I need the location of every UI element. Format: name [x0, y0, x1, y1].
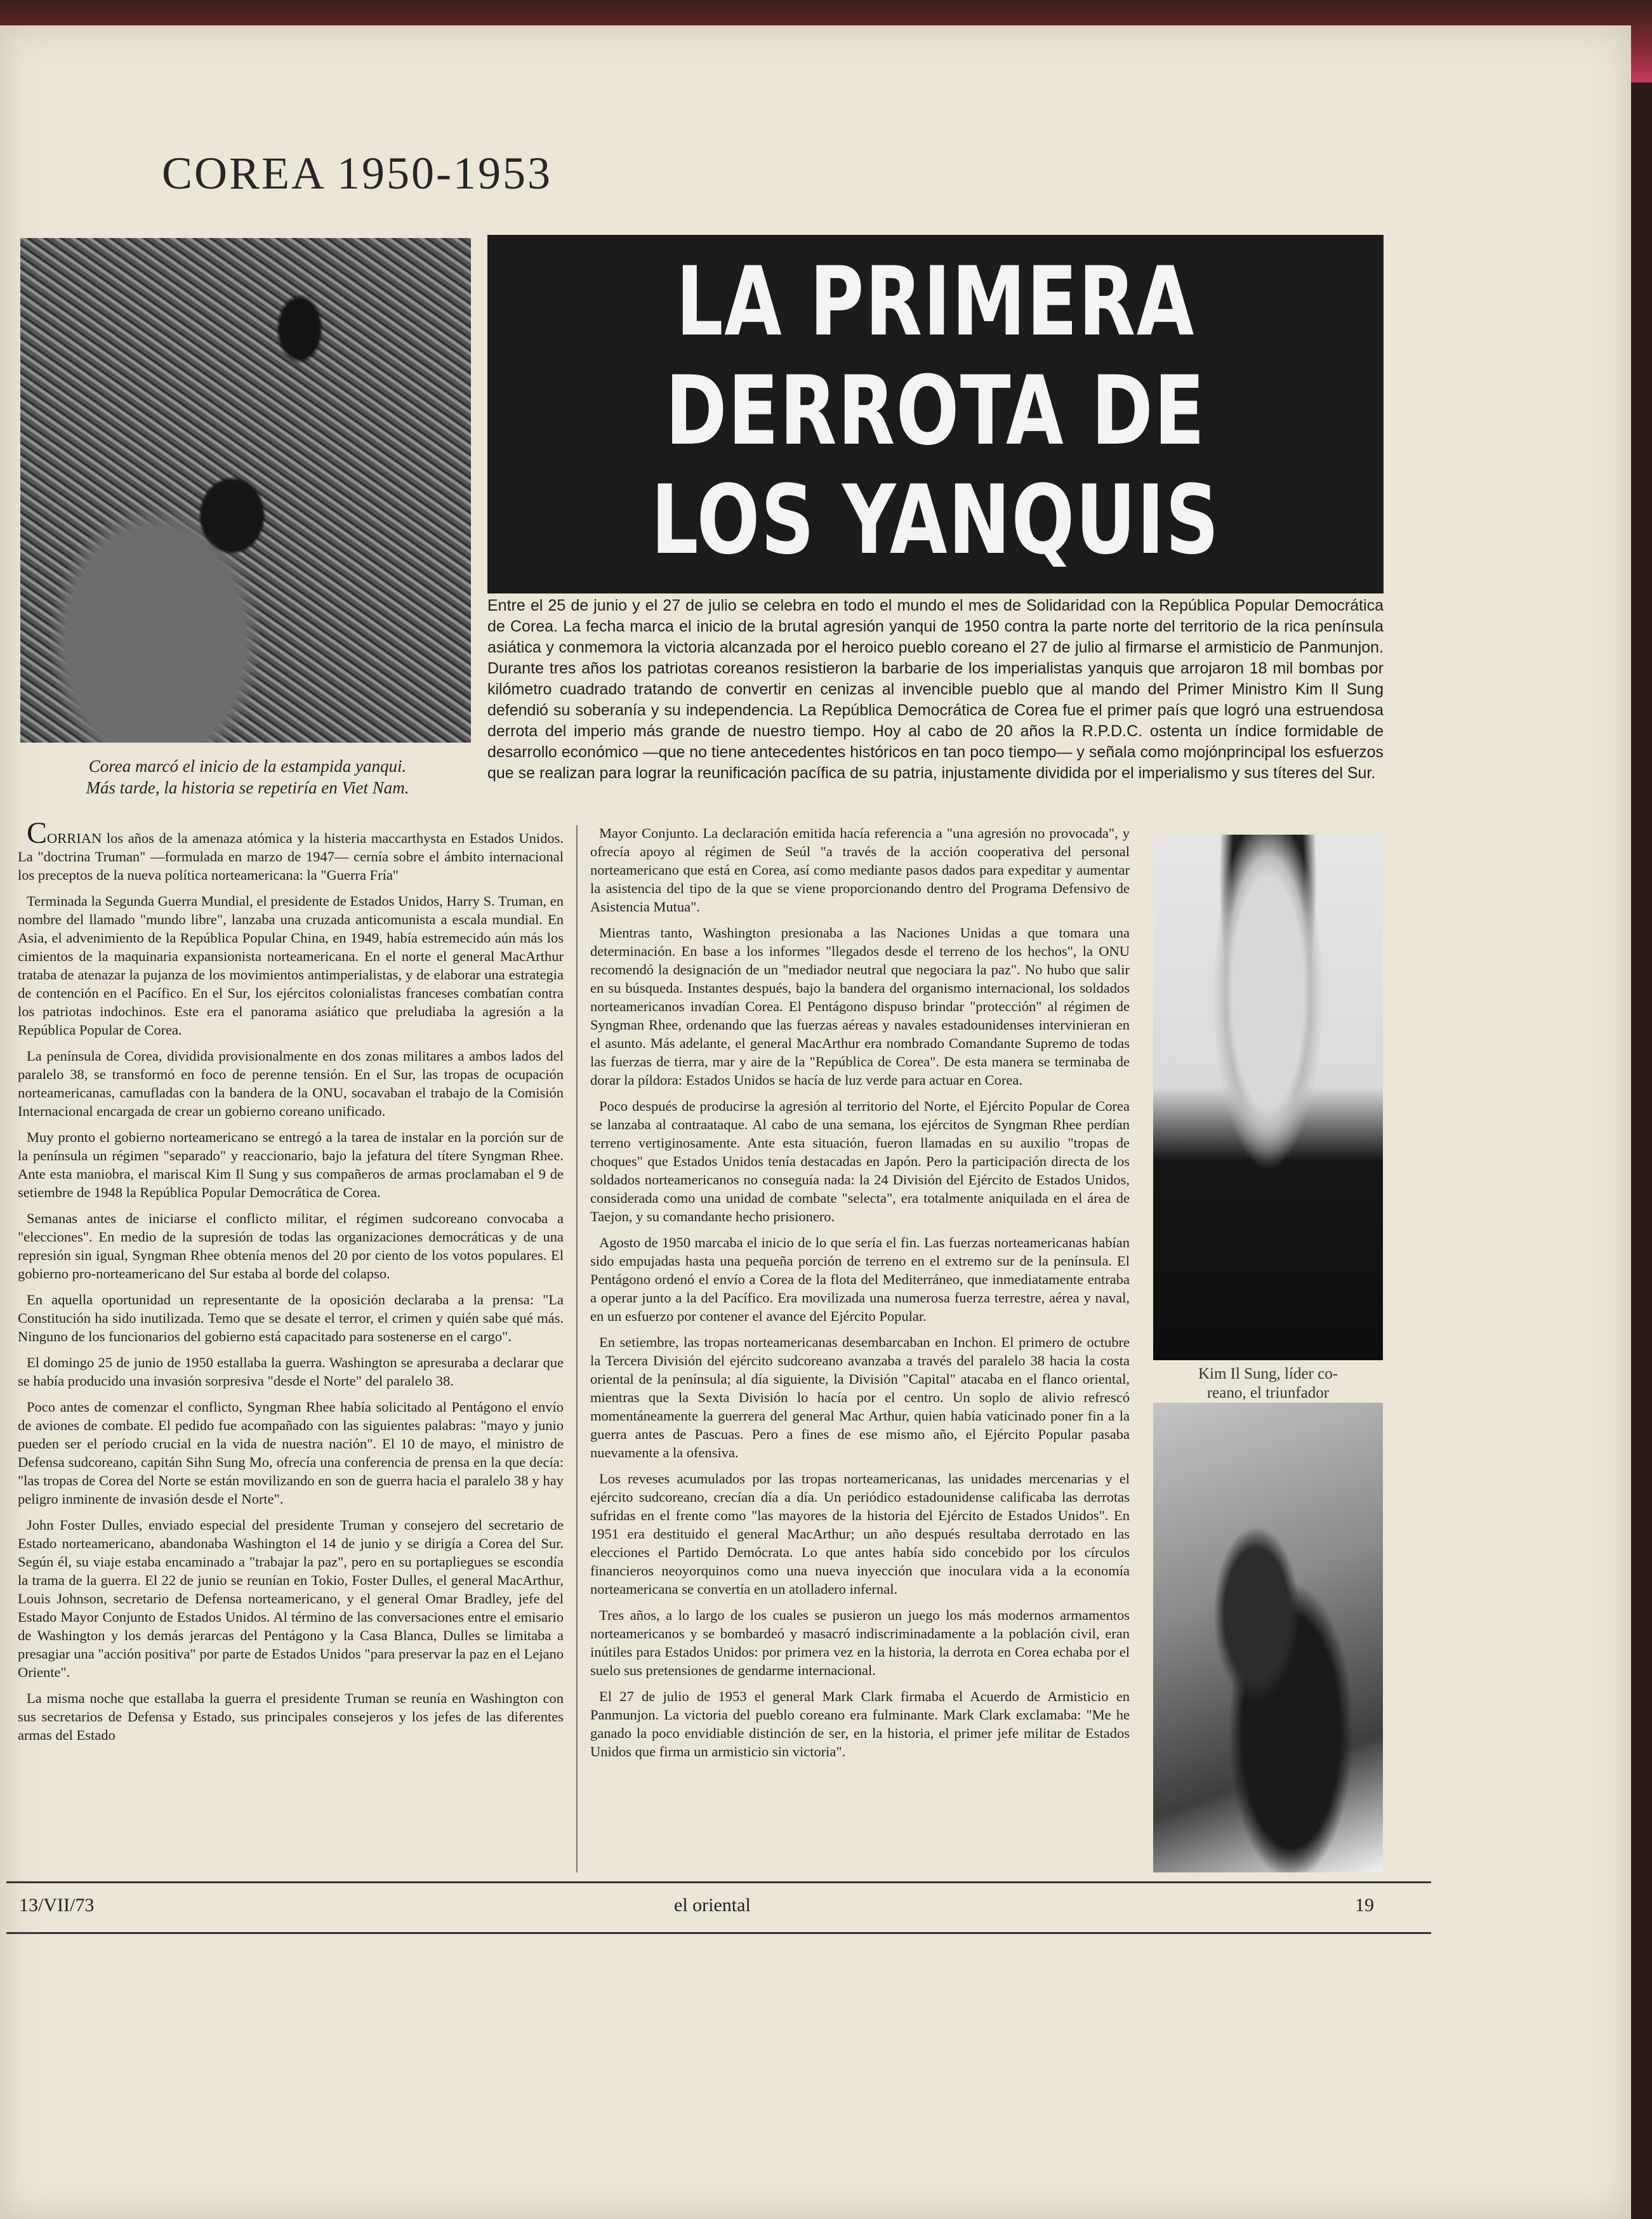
footer-newspaper-name: el oriental — [674, 1895, 751, 1916]
paragraph: Poco antes de comenzar el conflicto, Syngman Rhee había solicitado al Pentágono el envío de aviones de combate. El pedido fue acompañado con las siguientes palabras: "mayo y junio pueden ser el período crucial en la vida de nuestra nación". El 10 de mayo, el ministro de Defensa sudcoreano, capitán Sihn Sung Mo, ofrecía una conferencia de prensa en la que decía: "las tropas de Corea del Norte se están movilizando en son de guerra hacia el paralelo 38 y hay peligro inminente de invasión desde el Norte". — [18, 1399, 564, 1507]
paragraph: La misma noche que estallaba la guerra el presidente Truman se reunía en Washington con sus secretarios de Defensa y Estado, sus principales consejeros y los jefes de las diferentes armas del Estado — [18, 1690, 564, 1743]
headline-line: DERROTA DE — [665, 356, 1206, 467]
paragraph: Muy pronto el gobierno norteamericano se entregó a la tarea de instalar en la porción sur de la península un régimen "separado" y reaccionario, bajo la jefatura del títere Syngman Rhee. Ante esta maniobra, el mariscal Kim Il Sung y sus compañeros de armas proclamaban el 9 de setiembre de 1948 la República Popular Democrática de Corea. — [18, 1129, 564, 1200]
footer-rule-top — [6, 1881, 1431, 1883]
caption-line: Kim Il Sung, líder co- — [1198, 1365, 1338, 1382]
photo-general-macarthur — [1153, 1403, 1383, 1872]
headline — [586, 235, 1285, 575]
column-divider — [576, 825, 578, 1872]
caption-line: reano, el triunfador — [1206, 1384, 1330, 1401]
paragraph: En aquella oportunidad un representante de la oposición declaraba a la prensa: "La Constitución ha sido inutilizada. Temo que se desate el terror, el crimen y quién sabe qué más. Ninguno de los funcionarios del gobierno está capacitado para sostenerse en el cargo". — [18, 1292, 564, 1344]
section-title: COREA 1950-1953 — [162, 148, 553, 199]
footer-rule-bottom — [6, 1932, 1431, 1934]
paragraph: John Foster Dulles, enviado especial del presidente Truman y consejero del secretario de Estado norteamericano, abandonaba Washington el 14 de junio y se dirigía a Corea del Sur. Según él, su viaje estaba encaminado a "trabajar la paz", pero en su portapliegues se escondía la trama de la guerra. El 22 de junio se reunían en Tokio, Foster Dulles, el general MacArthur, Louis Johnson, secretario de Defensa norteamericano, y el general Omar Bradley, jefe del Estado Mayor Conjunto de Estados Unidos. Al término de las conversaciones entre el emisario de Washington y los demás jerarcas del Pentágono y la Casa Blanca, Dulles se limitaba a presagiar una "acción positiva" por parte de Estados Unidos "para preservar la paz en el Lejano Oriente". — [18, 1517, 564, 1680]
photo-right-caption — [1153, 1365, 1383, 1403]
paragraph: El domingo 25 de junio de 1950 estallaba la guerra. Washington se apresuraba a declarar que se había producido una invasión sorpresiva "desde el Norte" del paralelo 38. — [18, 1355, 564, 1389]
photo-left-caption — [25, 755, 470, 798]
caption-line: Corea marcó el inicio de la estampida yanqui. — [88, 757, 407, 776]
article-column-1 — [18, 816, 564, 1752]
footer-page-number: 19 — [1355, 1895, 1374, 1916]
headline-box — [487, 235, 1384, 593]
photo-soldiers-on-trail — [20, 238, 471, 743]
lead-paragraph: Entre el 25 de junio y el 27 de julio se celebra en todo el mundo el mes de Solidaridad con la República Popular Democrática de Corea. La fecha marca el inicio de la brutal agresión yanqui de 1950 contra la parte norte del territorio de la rica península asiática y conmemora la victoria alcanzada por el heroico pueblo coreano el 27 de julio al firmarse el armisticio de Panmunjon. Durante tres años los patriotas coreanos resistieron la barbarie de los imperialistas yanquis que arrojaron 18 mil bombas por kilómetro cuadrado tratando de convertir en cenizas al invencible pueblo que al mando del Primer Ministro Kim Il Sung defendió su soberanía y su independencia. La República Democrática de Corea fue el primer país que logró una estruendosa derrota del imperio más grande de nuestro tiempo. Hoy al cabo de 20 años la R.P.D.C. ostenta un índice formidable de desarrollo económico —que no tiene antecedentes históricos en tan poco tiempo— y señala como mojónprincipal los esfuerzos que se realizan para lograr la reunificación pacífica de su patria, injustamente dividida por el imperialismo y sus títeres del Sur. — [487, 597, 1384, 782]
paragraph: En setiembre, las tropas norteamericanas desembarcaban en Inchon. El primero de octubre la Tercera División del ejército sudcoreano avanzaba a través del paralelo 38 hacia la costa oriental de la península; al día siguiente, la División "Capital" atacaba en el flanco oriental, mientras que la Sexta División lo hacía por el centro. Un soplo de alivio refrescó momentáneamente la guerrera del general Mac Arthur, quien había vaticinado poner fin a la guerra antes de Pascuas. Pero a fines de ese mismo año, el Ejército Popular pasaba nuevamente a la ofensiva. — [590, 1334, 1130, 1461]
paragraph: Tres años, a lo largo de los cuales se pusieron un juego los más modernos armamentos norteamericanos y se bombardeó y masacró indiscriminadamente a la población civil, eran inútiles para Estados Unidos: por primera vez en la historia, la derrota en Corea echaba por el suelo sus pretensiones de gendarme internacional. — [590, 1607, 1130, 1678]
paragraph: Poco después de producirse la agresión al territorio del Norte, el Ejército Popular de Corea se lanzaba al contraataque. Al cabo de una semana, los ejércitos de Syngman Rhee perdían terreno vertiginosamente. Ante esta situación, fueron llamadas en su auxilio "tropas de choques" que Estados Unidos tenía destacadas en Japón. Pero la participación directa de los soldados norteamericanos no conseguía nada: la 24 División del Ejército de Estados Unidos, considerada como una unidad de combate "selecta", era totalmente aniquilada en el área de Taejon, y su comandante hecho prisionero. — [590, 1098, 1130, 1224]
headline-line: LA PRIMERA — [676, 247, 1195, 357]
article-column-2 — [590, 824, 1130, 1768]
footer-date: 13/VII/73 — [19, 1895, 95, 1916]
paragraph: Los reveses acumulados por las tropas norteamericanas, las unidades mercenarias y el ejército sudcoreano, crecían día a día. Un periódico estadounidense calificaba las derrotas sufridas en el frente como "las mayores de la historia del Ejército de Estados Unidos". En 1951 era destituido el general MacArthur; un año después resultaba derrotado en las elecciones el Partido Demócrata. Lo que antes había sido concebido por los círculos financieros neoyorquinos como una nueva inyección que inoculara vida a la economía norteamericana se convertía en un atolladero infernal. — [590, 1471, 1130, 1597]
headline-line: LOS YANQUIS — [651, 465, 1220, 576]
paragraph: Agosto de 1950 marcaba el inicio de lo que sería el fin. Las fuerzas norteamericanas habían sido empujadas hasta una pequeña porción de terreno en el extremo sur de la península. El Pentágono ordenó el envío a Corea de la flota del Mediterráneo, que inmediatamente entraba a operar junto a la del Pacífico. Era movilizada una numerosa fuerza terrestre, aérea y naval, en un esfuerzo por contener el avance del Ejército Popular. — [590, 1235, 1130, 1324]
paragraph: Terminada la Segunda Guerra Mundial, el presidente de Estados Unidos, Harry S. Truman, en nombre del llamado "mundo libre", lanzaba una cruzada anticomunista a escala mundial. En Asia, el advenimiento de la República Popular China, en 1949, había estremecido aún más los cimientos de la maquinaria expansionista norteamericana. En el norte el general MacArthur trataba de atenazar la pujanza de los movimientos antimperialistas, y de elaborar una estrategia de contención en el Pacífico. En el Sur, los ejércitos colonialistas franceses combatían contra los patriotas indochinos. Este era el panorama asiático que preludiaba la agresión a la República Popular de Corea. — [18, 893, 564, 1038]
paragraph: CORRIAN los años de la amenaza atómica y la histeria maccarthysta en Estados Unidos. La "doctrina Truman" —formulada en marzo de 1947— cernía sobre el ámbito internacional los preceptos de la nueva política norteamericana: la "Guerra Fría" — [18, 816, 564, 883]
photo-kim-il-sung — [1153, 835, 1383, 1360]
paragraph: Semanas antes de iniciarse el conflicto militar, el régimen sudcoreano convocaba a "elecciones". En medio de la supresión de todas las organizaciones democráticas y de una represión sin igual, Syngman Rhee obtenía menos del 20 por ciento de los votos populares. El gobierno pro-norteamericano del Sur estaba al borde del colapso. — [18, 1210, 564, 1282]
caption-line: Más tarde, la historia se repetiría en Viet Nam. — [86, 778, 409, 797]
paragraph: Mientras tanto, Washington presionaba a las Naciones Unidas a que tomara una determinación. En base a los informes "llegados desde el terreno de los hechos", la ONU recomendó la designación de un "mediador neutral que negociara la paz". No hubo que salir en su búsqueda. Instantes después, bajo la bandera del organismo internacional, los soldados norteamericanos invadían Corea. El Pentágono dispuso brindar "protección" al régimen de Syngman Rhee, ordenando que las fuerzas aéreas y navales estadounidenses intervinieran en el asunto. Más adelante, el general MacArthur era nombrado Comandante Supremo de todas las fuerzas de tierra, mar y aire de la "República de Corea". De esta manera se terminaba de dorar la píldora: Estados Unidos se hacía de luz verde para actuar en Corea. — [590, 925, 1130, 1088]
paragraph: El 27 de julio de 1953 el general Mark Clark firmaba el Acuerdo de Armisticio en Panmunjon. La victoria del pueblo coreano era fulminante. Mark Clark exclamaba: "Me he ganado la poco envidiable distinción de ser, en la historia, el primer jefe militar de Estados Unidos que firma un armisticio sin victoria". — [590, 1688, 1130, 1759]
paragraph: Mayor Conjunto. La declaración emitida hacía referencia a "una agresión no provocada", y ofrecía apoyo al régimen de Seúl "a través de la acción cooperativa del personal norteamericano que está en Corea, así como mediante pasos dados para expeditar y aumentar la asistencia del tipo de la que se viene proporcionando dentro del Programa Defensivo de Asistencia Mutua". — [590, 825, 1130, 915]
paragraph: La península de Corea, dividida provisionalmente en dos zonas militares a ambos lados del paralelo 38, se transformó en foco de perenne tensión. En el Sur, las tropas de ocupación norteamericanas, camufladas con la bandera de la ONU, socavaban el trabajo de la Comisión Internacional encargada de crear un gobierno coreano unificado. — [18, 1048, 564, 1119]
